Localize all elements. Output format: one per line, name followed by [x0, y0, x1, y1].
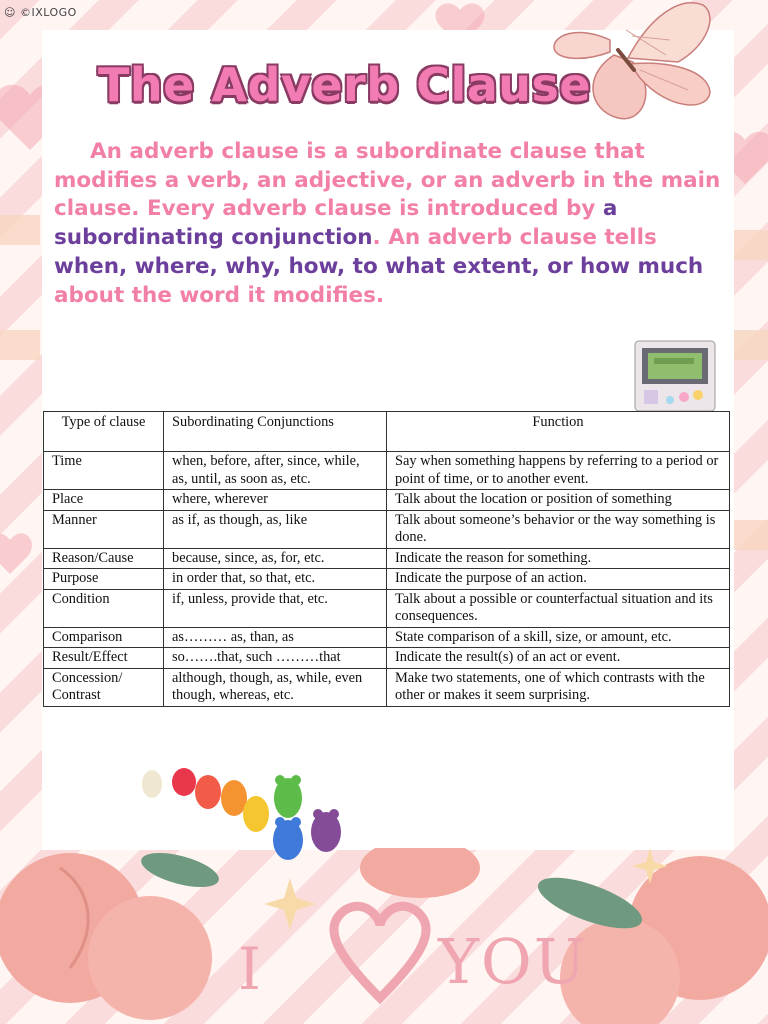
brand-label: ©IXLOGO [19, 6, 77, 19]
love-text-i: I [238, 935, 261, 1003]
cell-conjunctions: when, before, after, since, while, as, until, as soon as, etc. [164, 452, 387, 490]
page-title: The Adverb Clause [98, 58, 592, 112]
table-row [44, 569, 730, 590]
cell-conjunctions: where, wherever [164, 490, 387, 511]
intro-text-2: . An adverb clause tells [372, 225, 657, 251]
handheld-console-icon [634, 340, 716, 412]
intro-paragraph [54, 138, 730, 310]
cell-conjunctions: as if, as though, as, like [164, 510, 387, 548]
love-text-you: YOU [438, 925, 589, 998]
sparkle-icon [264, 878, 316, 930]
cell-conjunctions: although, though, as, while, even though, whereas, etc. [164, 668, 387, 706]
smile-icon: ☺ [4, 6, 16, 19]
cell-function: Talk about the location or position of something [387, 490, 730, 511]
cell-function: Indicate the result(s) of an act or event. [387, 648, 730, 669]
table-row [44, 589, 730, 627]
cell-function: State comparison of a skill, size, or amount, etc. [387, 627, 730, 648]
cell-conjunctions: because, since, as, for, etc. [164, 548, 387, 569]
brand-logo [4, 6, 77, 19]
cell-clause-type: Concession/ Contrast [44, 668, 164, 706]
cell-clause-type: Time [44, 452, 164, 490]
intro-highlight-2: when, where, why, how, to what extent, or how much [54, 253, 704, 279]
table-row [44, 510, 730, 548]
table-row [44, 452, 730, 490]
cell-function: Talk about someone’s behavior or the way something is done. [387, 510, 730, 548]
cell-function: Make two statements, one of which contrasts with the other or makes it seem surprising. [387, 668, 730, 706]
header-function: Function [387, 412, 730, 452]
table-row [44, 668, 730, 706]
intro-text-1: An adverb clause is a subordinate clause that modifies a verb, an adjective, or an adverb in the main clause. Every adverb clause is introduced by [54, 139, 721, 222]
cell-clause-type: Comparison [44, 627, 164, 648]
header-type-of-clause: Type of clause [44, 412, 164, 452]
intro-text-3: about the word it modifies. [54, 282, 385, 308]
cell-clause-type: Purpose [44, 569, 164, 590]
table-row [44, 490, 730, 511]
cell-function: Indicate the reason for something. [387, 548, 730, 569]
cell-clause-type: Result/Effect [44, 648, 164, 669]
cell-function: Talk about a possible or counterfactual situation and its consequences. [387, 589, 730, 627]
cell-clause-type: Place [44, 490, 164, 511]
cell-function: Say when something happens by referring to a period or point of time, or to another event. [387, 452, 730, 490]
cell-function: Indicate the purpose of an action. [387, 569, 730, 590]
cell-clause-type: Condition [44, 589, 164, 627]
header-subordinating-conjunctions: Subordinating Conjunctions [164, 412, 387, 452]
table-row [44, 627, 730, 648]
table-row [44, 648, 730, 669]
heart-icon [334, 906, 426, 998]
cell-clause-type: Manner [44, 510, 164, 548]
cell-conjunctions: so…….that, such ………that [164, 648, 387, 669]
peach-icon [560, 856, 768, 1024]
bottom-decoration [0, 848, 768, 1024]
table-header-row [44, 412, 730, 452]
cell-clause-type: Reason/Cause [44, 548, 164, 569]
cell-conjunctions: if, unless, provide that, etc. [164, 589, 387, 627]
cell-conjunctions: in order that, so that, etc. [164, 569, 387, 590]
intro-highlight-1: a subordinating conjunction [54, 196, 618, 251]
cell-conjunctions: as……… as, than, as [164, 627, 387, 648]
conjunction-table [43, 411, 730, 707]
table-row [44, 548, 730, 569]
butterfly-icon [548, 0, 718, 130]
